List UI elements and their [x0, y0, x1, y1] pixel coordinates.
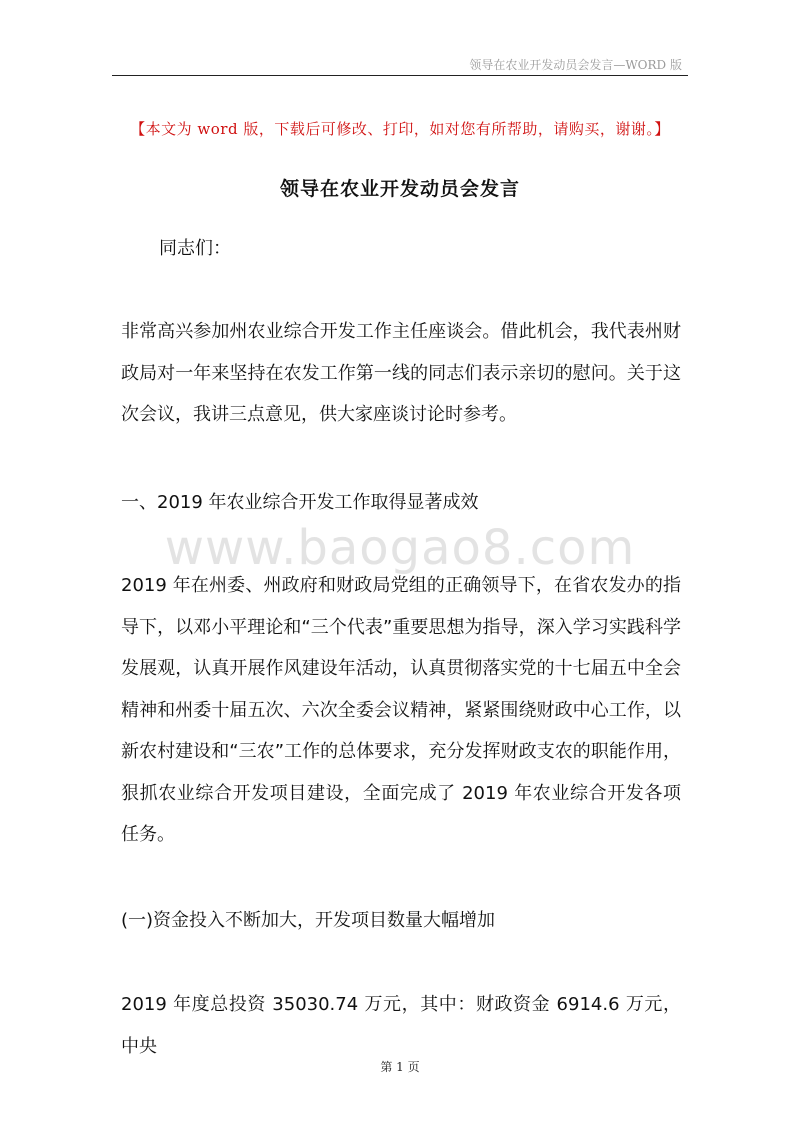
paragraph-intro: 非常高兴参加州农业综合开发工作主任座谈会。借此机会，我代表州财政局对一年来坚持在农发工作第一线的同志们表示亲切的慰问。关于这次会议，我讲三点意见，供大家座谈讨论时参考。: [121, 321, 681, 425]
paragraph-achievements: 2019 年在州委、州政府和财政局党组的正确领导下，在省农发办的指导下，以邓小平理论和“三个代表”重要思想为指导，深入学习实践科学发展观，认真开展作风建设年活动，认真贯彻落实党的十七届五中全会精神和州委十届五次、六次全委会议精神，紧紧围绕财政中心工作，以新农村建设和“三农”工作的总体要求，充分发挥财政支农的职能作用，狠抓农业综合开发项目建设，全面完成了 2019 年农业综合开发各项任务。: [121, 575, 681, 845]
document-title: 领导在农业开发动员会发言: [279, 178, 520, 200]
page-number: 第 1 页: [380, 1060, 420, 1074]
word-version-notice: 【本文为 word 版，下载后可修改、打印，如对您有所帮助，请购买，谢谢。】: [130, 120, 670, 138]
paragraph-investment: 2019 年度总投资 35030.74 万元，其中：财政资金 6914.6 万元，中央: [121, 994, 681, 1057]
watermark: www.baogao8.com: [164, 520, 636, 576]
subsection-heading-1: (一)资金投入不断加大，开发项目数量大幅增加: [121, 910, 496, 931]
header-divider: [112, 75, 688, 76]
section-heading-1: 一、2019 年农业综合开发工作取得显著成效: [121, 492, 479, 513]
running-header: 领导在农业开发动员会发言—WORD 版: [469, 58, 682, 72]
salutation: 同志们：: [159, 238, 231, 259]
